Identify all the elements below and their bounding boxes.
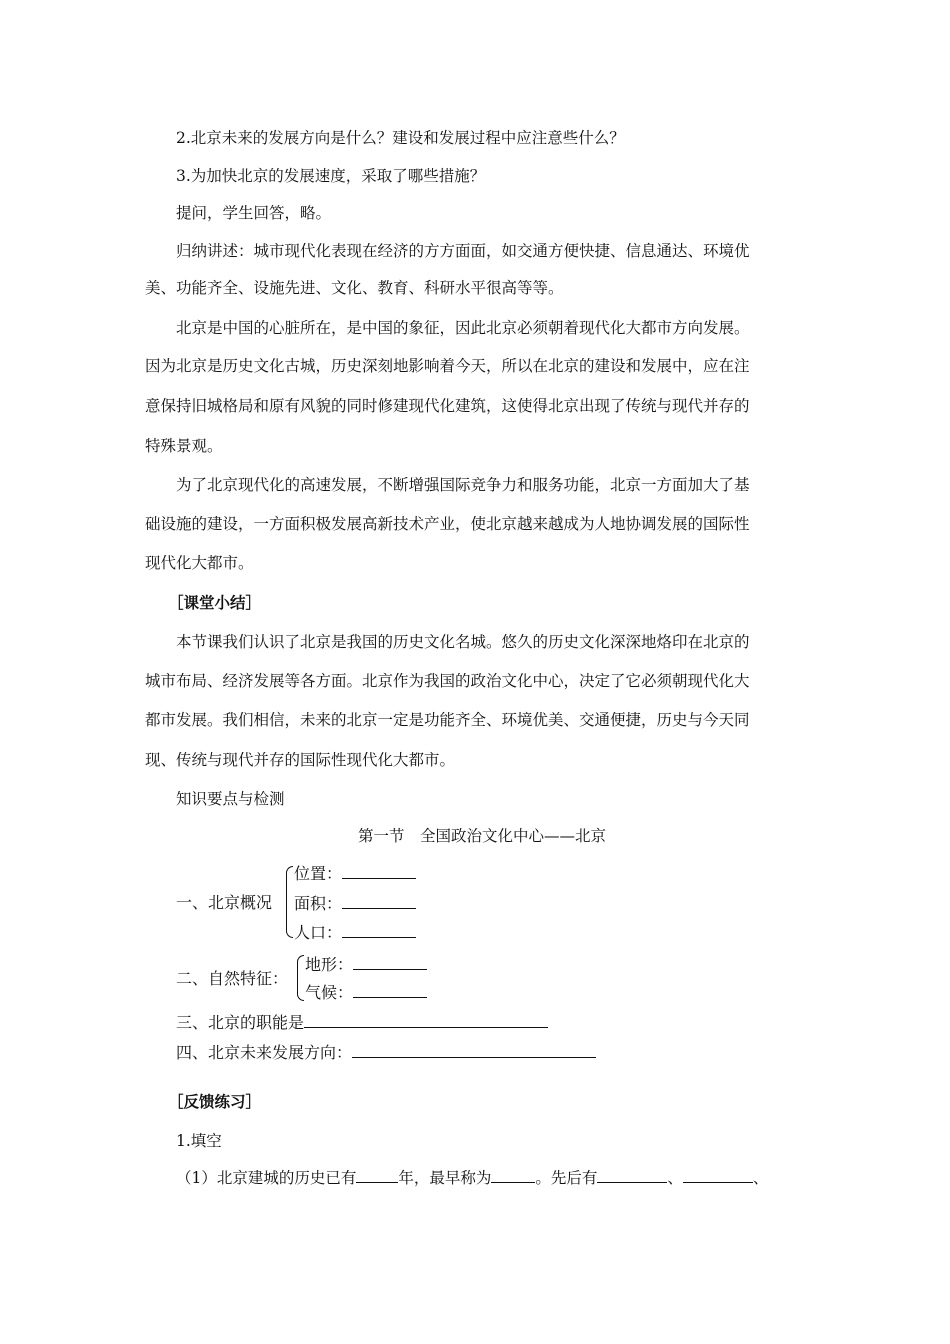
class-summary-line-2: 城市布局、经济发展等各方面。北京作为我国的政治文化中心，决定了它必须朝现代化大	[145, 672, 750, 690]
beijing-para-line-1: 北京是中国的心脏所在，是中国的象征，因此北京必须朝着现代化大都市方向发展。	[176, 319, 750, 337]
function-label: 三、北京的职能是	[176, 1013, 305, 1032]
terrain-blank[interactable]	[353, 968, 427, 970]
knowledge-heading: 知识要点与检测	[176, 790, 285, 808]
ex1-text-1: （1）北京建城的历史已有	[176, 1169, 357, 1187]
class-summary-line-1: 本节课我们认识了北京是我国的历史文化名城。悠久的历史文化深深地烙印在北京的	[176, 633, 750, 651]
location-label: 位置：	[294, 864, 343, 883]
population-blank[interactable]	[342, 936, 416, 938]
class-summary-line-4: 现、传统与现代并存的国际性现代化大都市。	[145, 751, 456, 769]
outline-item-4	[176, 1040, 596, 1063]
future-direction-label: 四、北京未来发展方向：	[176, 1043, 353, 1062]
beijing-para-line-3: 意保持旧城格局和原有风貌的同时修建现代化建筑，这使得北京出现了传统与现代并存的	[145, 397, 750, 415]
population-label: 人口：	[294, 923, 343, 942]
exercise-label: 1.填空	[176, 1132, 222, 1150]
outline-sub-terrain	[305, 952, 427, 975]
outline-item-1: 一、北京概况	[176, 893, 273, 912]
summary-intro-line-2: 美、功能齐全、设施先进、文化、教育、科研水平很高等等。	[145, 279, 564, 297]
exercise-1-line	[176, 1166, 768, 1188]
ex1-text-4: 、	[667, 1169, 683, 1187]
answer-note: 提问，学生回答，略。	[176, 204, 332, 222]
terrain-label: 地形：	[305, 955, 354, 974]
speed-para-line-3: 现代化大都市。	[145, 554, 254, 572]
function-blank[interactable]	[304, 1026, 548, 1028]
feedback-heading: ［反馈练习］	[168, 1092, 262, 1111]
outline-sub-location	[294, 861, 416, 884]
ex1-text-2: 年，最早称为	[398, 1169, 492, 1187]
ex1-text-5: 、	[752, 1169, 769, 1187]
outline-sub-climate	[305, 980, 427, 1003]
climate-blank[interactable]	[353, 996, 427, 998]
outline-sub-population	[294, 920, 416, 943]
summary-intro-line-1: 归纳讲述：城市现代化表现在经济的方方面面，如交通方便快捷、信息通达、环境优	[176, 242, 750, 260]
question-3: 3.为加快北京的发展速度，采取了哪些措施？	[176, 167, 486, 185]
outline-sub-area	[294, 891, 416, 914]
ex1-blank-name-2[interactable]	[683, 1181, 753, 1183]
future-direction-blank[interactable]	[352, 1056, 596, 1058]
class-summary-heading: ［课堂小结］	[168, 593, 262, 612]
ex1-text-3: 。先后有	[535, 1169, 598, 1187]
section-title: 第一节 全国政治文化中心——北京	[358, 827, 607, 845]
speed-para-line-1: 为了北京现代化的高速发展，不断增强国际竞争力和服务功能，北京一方面加大了基	[176, 476, 750, 494]
class-summary-line-3: 都市发展。我们相信，未来的北京一定是功能齐全、环境优美、交通便捷，历史与今天同	[145, 711, 750, 729]
ex1-blank-earliest-name[interactable]	[491, 1181, 535, 1183]
beijing-para-line-4: 特殊景观。	[145, 437, 223, 455]
ex1-blank-name-1[interactable]	[597, 1181, 667, 1183]
brace-1	[286, 866, 293, 938]
speed-para-line-2: 础设施的建设，一方面积极发展高新技术产业，使北京越来越成为人地协调发展的国际性	[145, 515, 750, 533]
question-2: 2.北京未来的发展方向是什么？建设和发展过程中应注意些什么？	[176, 129, 625, 147]
brace-2	[297, 955, 304, 1001]
climate-label: 气候：	[305, 983, 354, 1002]
location-blank[interactable]	[342, 877, 416, 879]
beijing-para-line-2: 因为北京是历史文化古城，历史深刻地影响着今天，所以在北京的建设和发展中，应在注	[145, 357, 750, 375]
outline-item-2: 二、自然特征：	[176, 969, 289, 988]
area-label: 面积：	[294, 894, 343, 913]
ex1-blank-years[interactable]	[356, 1181, 398, 1183]
outline-item-3	[176, 1010, 548, 1033]
area-blank[interactable]	[342, 907, 416, 909]
